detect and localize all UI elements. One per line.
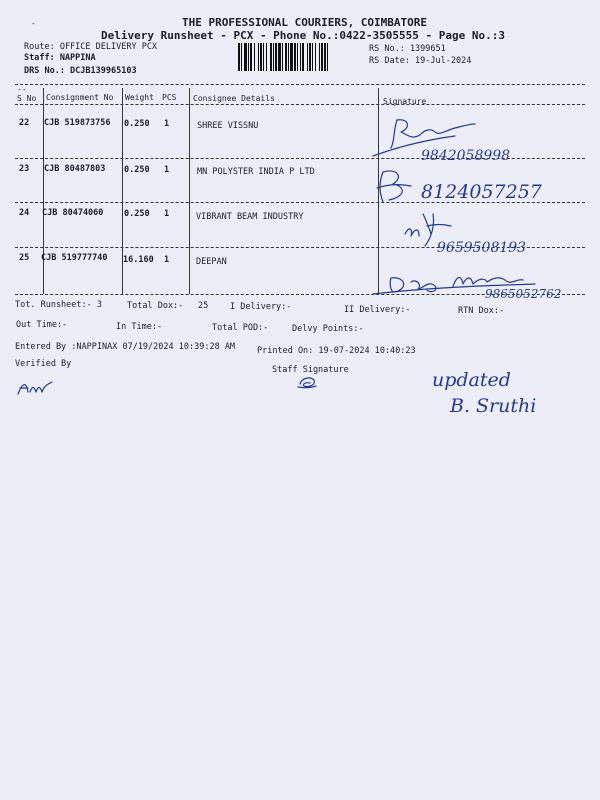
signature-phone: 8124057257 [421, 181, 542, 203]
signature-phone: 9842058998 [421, 148, 511, 164]
row-pcs: 1 [164, 119, 170, 129]
col-consignment: Consignment No [46, 93, 114, 102]
note-updated: updated [432, 369, 511, 391]
verified-by-label: Verified By [15, 359, 72, 369]
staff-signature-icon [296, 374, 318, 390]
header-rule-top [15, 84, 585, 85]
out-time: Out Time:- [16, 320, 68, 330]
company-title: THE PROFESSIONAL COURIERS, COIMBATORE [182, 16, 428, 29]
row-consignment: CJB 80474060 [42, 208, 104, 218]
staff-label: Staff: NAPPINA [24, 53, 96, 63]
row-pcs: 1 [164, 209, 170, 219]
note-name: B. Sruthi [450, 395, 537, 417]
row-sno: 22 [19, 118, 30, 128]
row-consignee: SHREE VISSNU [197, 121, 259, 131]
row-pcs: 1 [164, 165, 170, 175]
corner-mark: - [31, 19, 36, 28]
rs-number: RS No.: 1399651 [369, 44, 446, 54]
drs-number: DRS No.: DCJB139965103 [24, 66, 137, 76]
verifier-signature-icon [14, 374, 58, 400]
ii-delivery: II Delivery:- [344, 305, 411, 315]
runsheet-subtitle: Delivery Runsheet - PCX - Phone No.:0422-3505555 - Page No.:3 [101, 29, 505, 42]
row-sno: 24 [19, 208, 30, 218]
i-delivery: I Delivery:- [230, 302, 292, 312]
row-weight: 16.160 [123, 255, 154, 265]
route-label: Route: OFFICE DELIVERY PCX [24, 42, 158, 52]
row-consignment: CJB 519777740 [41, 253, 108, 263]
col-sno: S No [17, 94, 37, 103]
tot-runsheet: Tot. Runsheet:- 3 [15, 300, 102, 310]
rs-date: RS Date: 19-Jul-2024 [369, 56, 472, 66]
printed-on: Printed On: 19-07-2024 10:40:23 [257, 346, 416, 356]
row-sno: 23 [19, 164, 30, 174]
total-dox-value: 25 [198, 301, 209, 311]
delvy-points: Delvy Points:- [292, 324, 364, 334]
row-consignee: MN POLYSTER INDIA P LTD [197, 167, 315, 177]
handwritten-note [428, 366, 568, 422]
row-sno: 25 [19, 253, 30, 263]
header-rule-bottom [15, 104, 585, 105]
entered-by: Entered By :NAPPINAX 07/19/2024 10:39:28 AM [15, 342, 236, 352]
row-consignee: VIBRANT BEAM INDUSTRY [196, 212, 304, 222]
signature-handwriting [365, 110, 585, 300]
col-divider-3 [189, 88, 190, 294]
barcode-bar [328, 43, 331, 71]
row-pcs: 1 [164, 255, 170, 265]
total-dox-label: Total Dox:- [127, 301, 184, 311]
total-pod: Total POD:- [212, 323, 269, 333]
col-consignee: Consignee Details [193, 94, 275, 103]
col-weight: Weight [125, 93, 154, 102]
col-signature: Signature [383, 97, 427, 106]
signature-phone: 9865052762 [485, 287, 562, 300]
row-weight: 0.250 [124, 209, 150, 219]
row-weight: 0.250 [124, 119, 150, 129]
signature-phone: 9659508193 [437, 240, 527, 256]
row-weight: 0.250 [124, 165, 150, 175]
rtn-dox: RTN Dox:- [458, 306, 505, 316]
dash-mark: -- [17, 85, 27, 94]
barcode [238, 43, 364, 71]
row-consignee: DEEPAN [196, 257, 227, 267]
in-time: In Time:- [116, 322, 163, 332]
col-pcs: PCS [162, 93, 177, 102]
row-consignment: CJB 80487803 [44, 164, 106, 174]
staff-signature-label: Staff Signature [272, 365, 349, 375]
row-consignment: CJB 519873756 [44, 118, 111, 128]
